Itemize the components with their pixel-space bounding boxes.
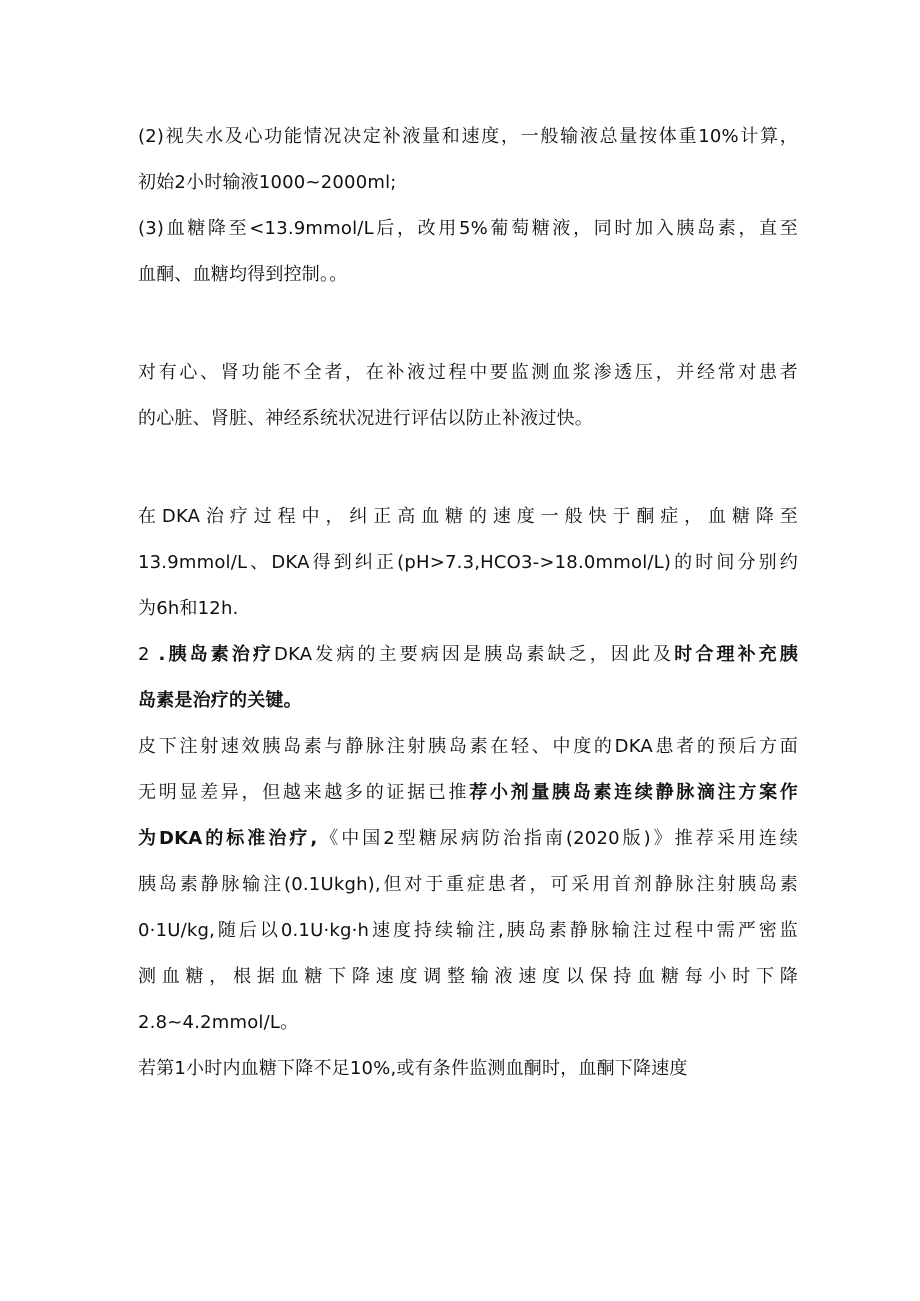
paragraph-line: 对有心、肾功能不全者，在补液过程中要监测血浆渗透压，并经常对患者 — [138, 362, 798, 383]
paragraph-line: 13.9mmol/L、DKA得到纠正(pH>7.3,HCO3->18.0mmol/L)的时间分别约 — [138, 552, 798, 573]
section-title: .胰岛素治疗 — [158, 644, 275, 665]
section-text: DKA发病的主要病因是胰岛素缺乏，因此及 — [274, 644, 675, 665]
plain-text: 无明显差异，但越来越多的证据已推 — [138, 782, 470, 803]
paragraph-line: 初始2小时输液1000~2000ml; — [138, 172, 397, 193]
paragraph-line: (2)视失水及心功能情况决定补液量和速度，一般输液总量按体重10%计算， — [138, 126, 798, 147]
paragraph-line: 测血糖，根据血糖下降速度调整输液速度以保持血糖每小时下降 — [138, 966, 798, 987]
paragraph-line: 血酮、血糖均得到控制。。 — [138, 264, 348, 285]
paragraph-line: 为6h和12h. — [138, 598, 239, 619]
paragraph-line: 的心脏、肾脏、神经系统状况进行评估以防止补液过快。 — [138, 408, 593, 429]
paragraph-line: 0·1U/kg,随后以0.1U·kg·h速度持续输注,胰岛素静脉输注过程中需严密监 — [138, 920, 798, 941]
paragraph-line: 在DKA治疗过程中，纠正高血糖的速度一般快于酮症，血糖降至 — [138, 506, 798, 527]
paragraph-line: 皮下注射速效胰岛素与静脉注射胰岛素在轻、中度的DKA患者的预后方面 — [138, 736, 798, 757]
paragraph-line: 2.8~4.2mmol/L。 — [138, 1012, 299, 1033]
emphasis-text: 岛素是治疗的关键。 — [138, 690, 302, 711]
section-heading-line — [138, 640, 798, 670]
paragraph-line: (3)血糖降至<13.9mmol/L后，改用5%葡萄糖液，同时加入胰岛素，直至 — [138, 218, 798, 239]
paragraph-line — [138, 686, 798, 716]
paragraph-line: 胰岛素静脉输注(0.1Ukgh),但对于重症患者，可采用首剂静脉注射胰岛素 — [138, 874, 798, 895]
emphasis-text: 时合理补充胰 — [674, 644, 799, 665]
paragraph-line — [138, 778, 798, 808]
paragraph-line — [138, 824, 798, 854]
paragraph-line: 若第1小时内血糖下降不足10%,或有条件监测血酮时，血酮下降速度 — [138, 1058, 688, 1079]
emphasis-text: 为DKA的标准治疗, — [138, 828, 318, 849]
emphasis-text: 荐小剂量胰岛素连续静脉滴注方案作 — [469, 782, 798, 803]
section-number: 2 — [138, 644, 150, 665]
plain-text: 《中国2型糖尿病防治指南(2020版)》推荐采用连续 — [317, 828, 798, 849]
